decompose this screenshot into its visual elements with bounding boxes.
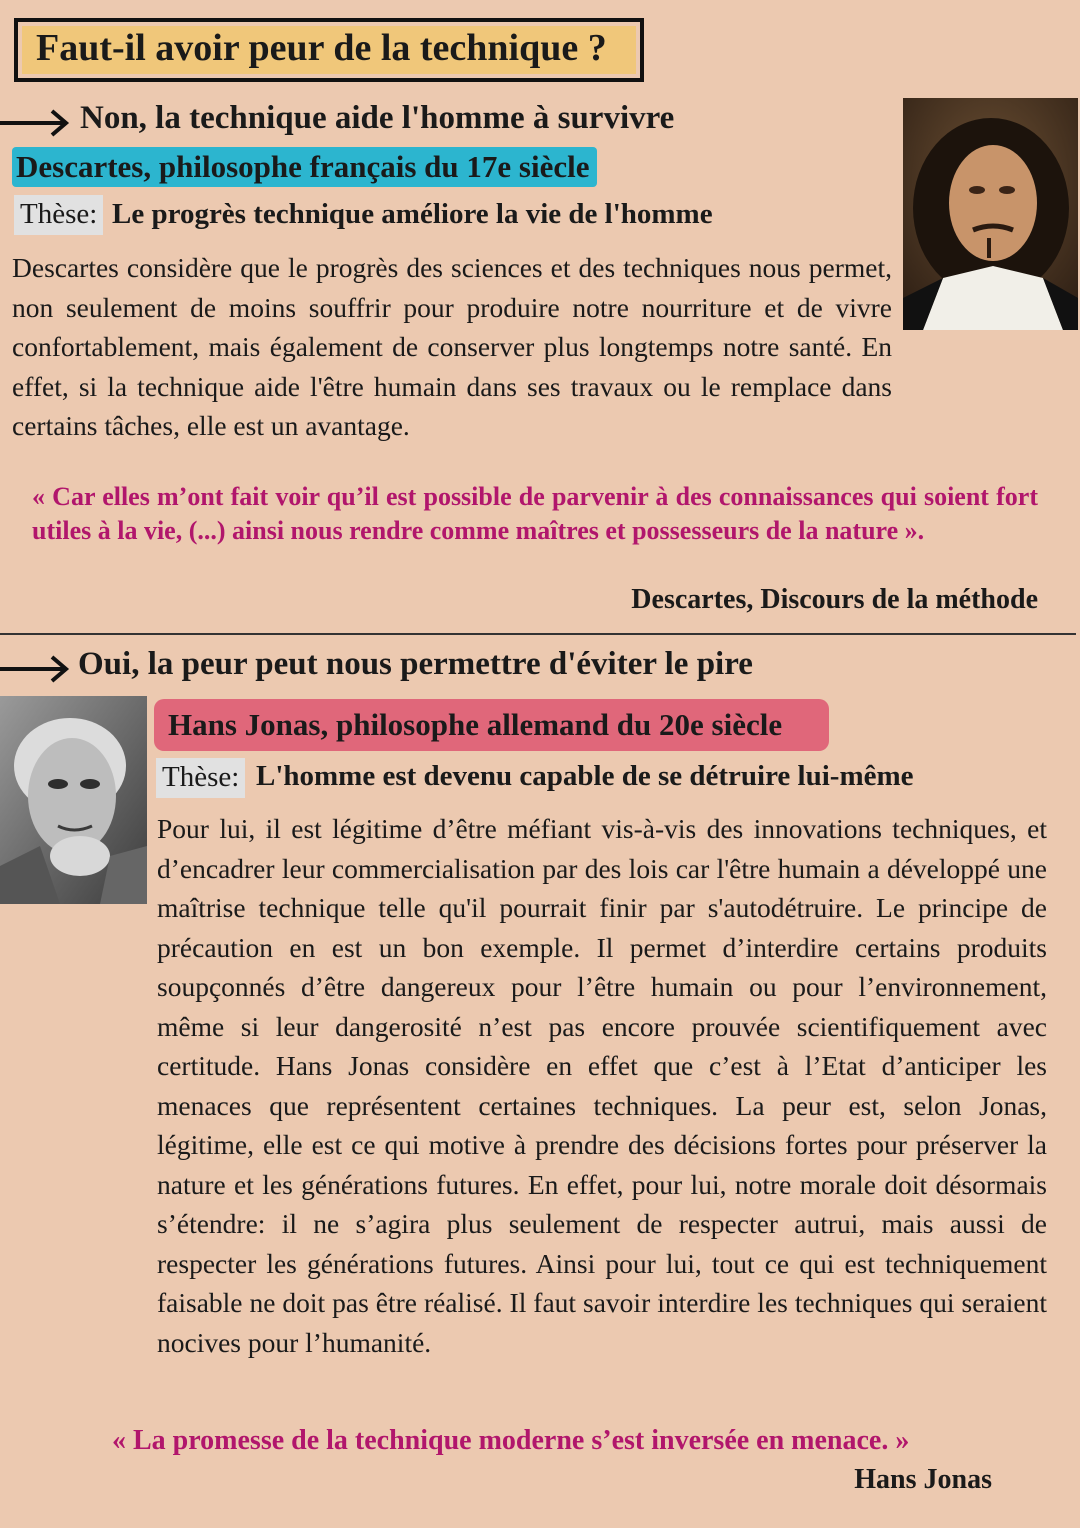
- section2-paragraph: Pour lui, il est légitime d’être méfiant vis-à-vis des innovations techniques, et d’encadrer leur commercialisation par des lois car l'être humain a développé une maîtrise technique telle qu'il pourrait finir par s'autodétruire. Le principe de précaution en est un bon exemple. Il permet d’interdire certains produits soupçonnés d’être dangereux pour l’être humain ou pour l’environnement, même si leur dangerosité n’est pas encore prouvée scientifiquement avec certitude. Hans Jonas considère en effet que c’est à l’Etat d’anticiper les menaces que représentent certaines techniques. La peur est, selon Jonas, légitime, elle est ce qui motive à prendre des décisions fortes pour préserver la nature et les générations futures. En effet, pour lui, notre morale doit désormais s’étendre: il ne s’agira plus seulement de respecter autrui, mais aussi de respecter les générations futures. Ainsi pour lui, tout ce qui est techniquement faisable ne doit pas être réalisé. Il faut savoir interdire les techniques qui seraient nocives pour l’humanité.: [157, 813, 1047, 1358]
- section2-author: Hans Jonas, philosophe allemand du 20e siècle: [154, 699, 829, 751]
- section2-these-text: L'homme est devenu capable de se détruire lui-même: [256, 760, 914, 792]
- section1-source: Descartes, Discours de la méthode: [631, 584, 1038, 615]
- section2-quote: « La promesse de la technique moderne s’est inversée en menace. »: [112, 1425, 910, 1456]
- section1-author: Descartes, philosophe français du 17e siècle: [12, 147, 597, 187]
- section2-source: Hans Jonas: [854, 1464, 992, 1495]
- hans-jonas-portrait: [0, 696, 147, 904]
- section2-these-label: Thèse:: [156, 758, 245, 798]
- descartes-portrait: [903, 98, 1078, 330]
- page-title: Faut-il avoir peur de la technique ?: [36, 27, 607, 69]
- section1-these-text: Le progrès technique améliore la vie de l'homme: [112, 198, 713, 230]
- section1-quote: « Car elles m’ont fait voir qu’il est possible de parvenir à des connaissances qui soient fort utiles à la vie, (...) ainsi nous rendre comme maîtres et possesseurs de la nature ».: [32, 482, 1038, 545]
- section1-paragraph: Descartes considère que le progrès des sciences et des techniques nous permet, non seulement de moins souffrir pour produire notre nourriture et de vivre confortablement, mais également de conserver plus longtemps notre santé. En effet, si la technique aide l'être humain dans ses travaux ou le remplace dans certains tâches, elle est un avantage.: [12, 252, 892, 441]
- section2-heading: Oui, la peur peut nous permettre d'éviter le pire: [78, 646, 753, 682]
- arrow-right-icon: [0, 654, 70, 684]
- arrow-right-icon: [0, 108, 70, 138]
- section-divider: [0, 633, 1076, 635]
- title-box: [14, 18, 644, 82]
- section1-these-label: Thèse:: [14, 195, 103, 235]
- section1-heading: Non, la technique aide l'homme à survivre: [80, 100, 675, 136]
